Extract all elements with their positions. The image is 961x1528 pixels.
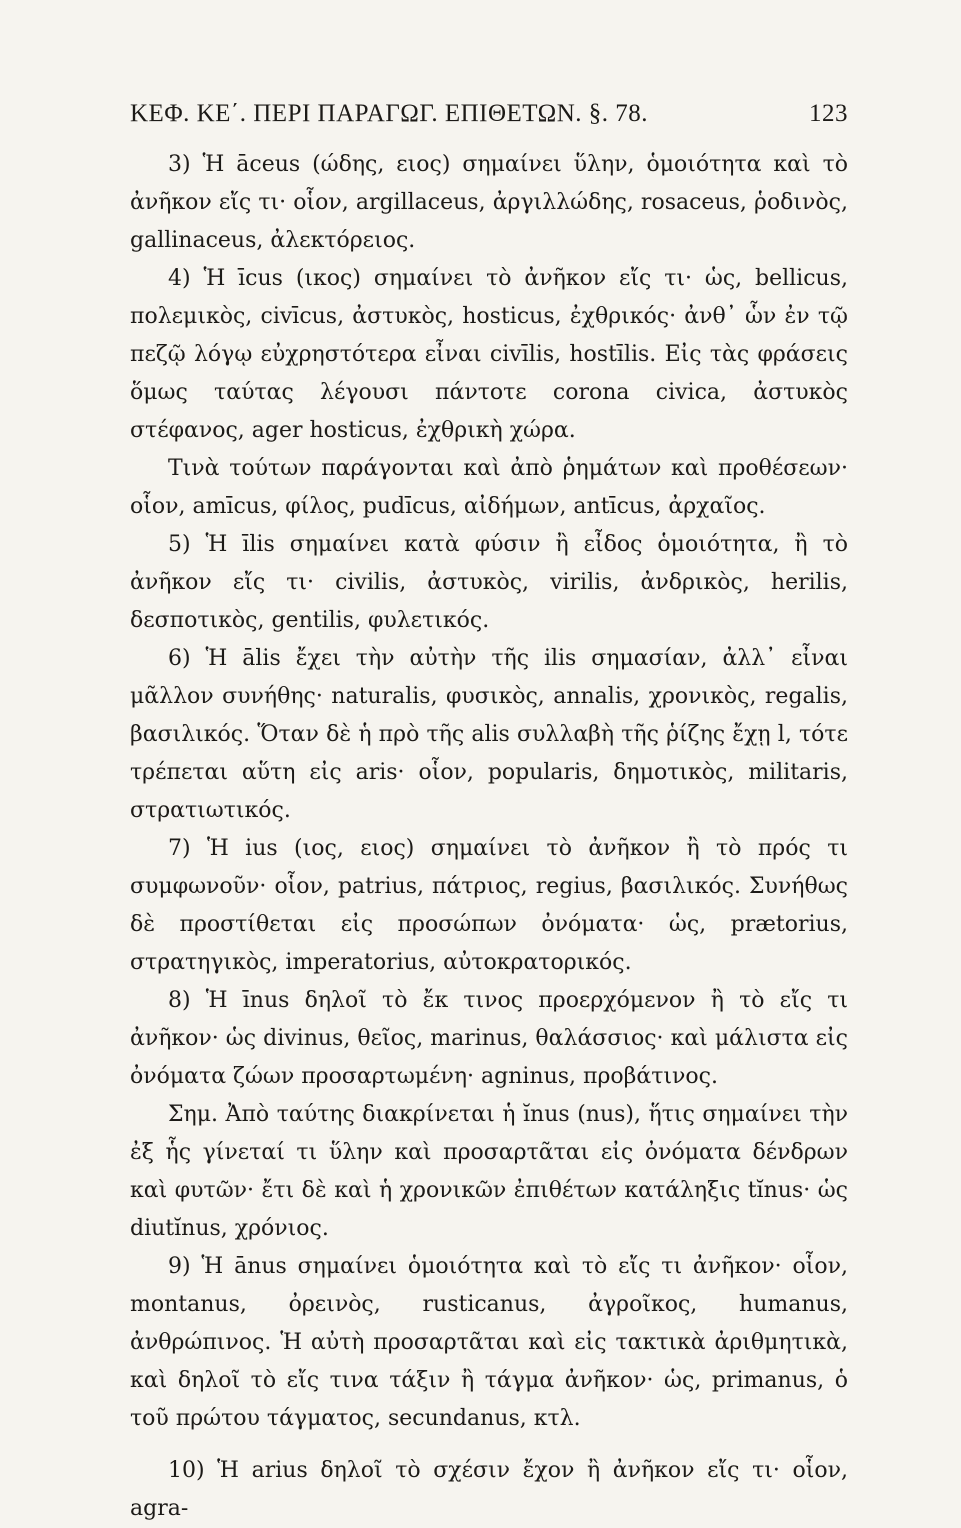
chapter-title: ΚΕΦ. ΚΕ΄. ΠΕΡΙ ΠΑΡΑΓΩΓ. ΕΠΙΘΕΤΩΝ. §. 78. <box>130 100 649 127</box>
paragraph-4-icus: 4) Ἡ īcus (ικος) σημαίνει τὸ ἀνῆκον εἴς τι· ὡς, bellicus, πολεμικὸς, civīcus, ἀστυκὸς, hosticus, ἐχθρικός· ἀνθ᾽ ὧν ἐν τῷ πεζῷ λόγῳ εὐχρηστότερα εἶναι civīlis, hostīlis. Εἰς τὰς φράσεις ὅμως ταύτας λέγουσι πάντοτε corona civica, ἀστυκὸς στέφανος, ager hosticus, ἐχθρικὴ χώρα. <box>130 266 848 443</box>
paragraph-7-ius: 7) Ἡ ius (ιος, ειος) σημαίνει τὸ ἀνῆκον ἢ τὸ πρός τι συμφωνοῦν· οἷον, patrius, πάτριος, regius, βασιλικός. Συνήθως δὲ προστίθεται εἰς προσώπων ὀνόματα· ὡς, prætorius, στρατηγικὸς, imperatorius, αὐτοκρατορικός. <box>130 836 848 975</box>
paragraph-10-arius: 10) Ἡ arius δηλοῖ τὸ σχέσιν ἔχον ἢ ἀνῆκον εἴς τι· οἷον, agra- <box>130 1458 848 1521</box>
paragraph-9-anus: 9) Ἡ ānus σημαίνει ὁμοιότητα καὶ τὸ εἴς τι ἀνῆκον· οἷον, montanus, ὀρεινὸς, rusticanus, ἀγροῖκος, humanus, ἀνθρώπινος. Ἡ αὐτὴ προσαρτᾶται καὶ εἰς τακτικὰ ἀριθμητικὰ, καὶ δηλοῖ τὸ εἴς τινα τάξιν ἢ τάγμα ἀνῆκον· ὡς, primanus, ὁ τοῦ πρώτου τάγματος, secundanus, κτλ. <box>130 1254 848 1431</box>
paragraph-note-nus: Σημ. Ἀπὸ ταύτης διακρίνεται ἡ ĭnus (nus), ἥτις σημαίνει τὴν ἐξ ἧς γίνεταί τι ὕλην καὶ προσαρτᾶται εἰς ὀνόματα δένδρων καὶ φυτῶν· ἔτι δὲ καὶ ἡ χρονικῶν ἐπιθέτων κατάληξις tĭnus· ὡς diutĭnus, χρόνιος. <box>130 1102 848 1241</box>
page-body <box>130 146 848 1528</box>
paragraph-icus-note: Τινὰ τούτων παράγονται καὶ ἀπὸ ῥημάτων καὶ προθέσεων· οἷον, amīcus, φίλος, pudīcus, αἰδήμων, antīcus, ἀρχαῖος. <box>130 456 848 519</box>
paragraph-5-ilis: 5) Ἡ īlis σημαίνει κατὰ φύσιν ἢ εἶδος ὁμοιότητα, ἢ τὸ ἀνῆκον εἴς τι· civilis, ἀστυκὸς, virilis, ἀνδρικὸς, herilis, δεσποτικὸς, gentilis, φυλετικός. <box>130 532 848 633</box>
page-number: 123 <box>809 100 848 127</box>
running-header <box>130 100 848 128</box>
paragraph-3-aceus: 3) Ἡ āceus (ώδης, ειος) σημαίνει ὕλην, ὁμοιότητα καὶ τὸ ἀνῆκον εἴς τι· οἷον, argillaceus, ἀργιλλώδης, rosaceus, ῥοδινὸς, gallinaceus, ἀλεκτόρειος. <box>130 152 848 253</box>
paragraph-6-alis: 6) Ἡ ālis ἔχει τὴν αὐτὴν τῆς ilis σημασίαν, ἀλλ᾽ εἶναι μᾶλλον συνήθης· naturalis, φυσικὸς, annalis, χρονικὸς, regalis, βασιλικός. Ὅταν δὲ ἡ πρὸ τῆς alis συλλαβὴ τῆς ῥίζης ἔχῃ l, τότε τρέπεται αὕτη εἰς aris· οἷον, popularis, δημοτικὸς, militaris, στρατιωτικός. <box>130 646 848 823</box>
paragraph-8-inus: 8) Ἡ īnus δηλοῖ τὸ ἔκ τινος προερχόμενον ἢ τὸ εἴς τι ἀνῆκον· ὡς divinus, θεῖος, marinus, θαλάσσιος· καὶ μάλιστα εἰς ὀνόματα ζώων προσαρτωμένη· agninus, προβάτινος. <box>130 988 848 1089</box>
